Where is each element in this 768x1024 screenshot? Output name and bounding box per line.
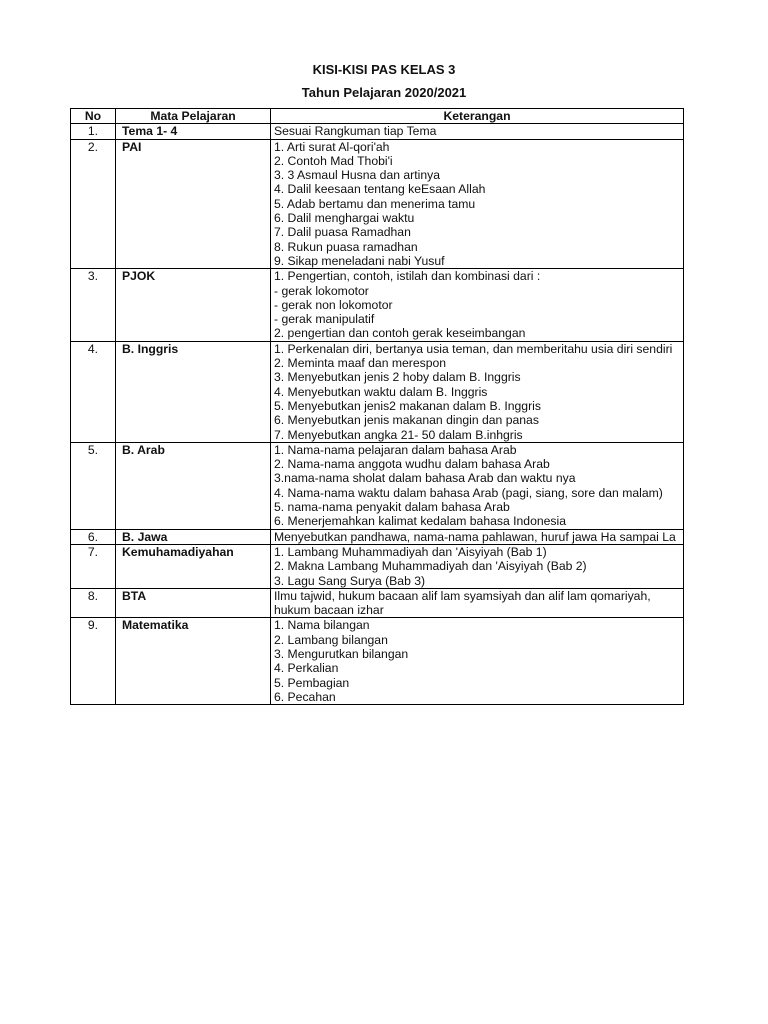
notes-cell [271, 544, 684, 588]
notes-line: 5. Menyebutkan jenis2 makanan dalam B. Inggris [274, 398, 541, 413]
row-number: 8. [71, 588, 116, 618]
table-row [71, 588, 684, 618]
notes-line: 1. Arti surat Al-qori'ah [274, 139, 390, 154]
row-number: 6. [71, 529, 116, 544]
subject-cell: B. Inggris [116, 341, 271, 442]
notes-cell [271, 442, 684, 529]
row-number: 4. [71, 341, 116, 442]
notes-line: Sesuai Rangkuman tiap Tema [274, 124, 437, 139]
subject-cell: BTA [116, 588, 271, 618]
notes-line: 1. Lambang Muhammadiyah dan 'Aisyiyah (Bab 1) [274, 544, 547, 559]
notes-line: Menyebutkan pandhawa, nama-nama pahlawan, huruf jawa Ha sampai La [274, 529, 676, 544]
table-row [71, 269, 684, 341]
notes-cell [271, 529, 684, 544]
table-body [71, 124, 684, 705]
notes-cell [271, 269, 684, 341]
notes-line: 7. Dalil puasa Ramadhan [274, 225, 411, 240]
table-row [71, 529, 684, 544]
notes-line: 8. Rukun puasa ramadhan [274, 239, 418, 254]
notes-cell [271, 139, 684, 269]
row-number: 1. [71, 124, 116, 139]
table-header-row [71, 109, 684, 124]
notes-line: 1. Nama-nama pelajaran dalam bahasa Arab [274, 442, 517, 457]
notes-line: 4. Dalil keesaan tentang keEsaan Allah [274, 182, 486, 197]
notes-line: 2. Contoh Mad Thobi'i [274, 153, 393, 168]
notes-cell [271, 124, 684, 139]
row-number: 7. [71, 544, 116, 588]
notes-line: 4. Menyebutkan waktu dalam B. Inggris [274, 384, 488, 399]
notes-cell [271, 618, 684, 705]
row-number: 3. [71, 269, 116, 341]
notes-line: 3. 3 Asmaul Husna dan artinya [274, 168, 440, 183]
notes-line: 5. Pembagian [274, 675, 350, 690]
notes-line: 4. Perkalian [274, 661, 339, 676]
notes-line: 5. nama-nama penyakit dalam bahasa Arab [274, 500, 510, 515]
notes-line: 3. Mengurutkan bilangan [274, 646, 409, 661]
notes-line: 7. Menyebutkan angka 21- 50 dalam B.inhgris [274, 427, 523, 442]
subject-cell: Tema 1- 4 [116, 124, 271, 139]
notes-line: 2. Meminta maaf dan merespon [274, 356, 447, 371]
notes-line: 6. Menerjemahkan kalimat kedalam bahasa Indonesia [274, 514, 566, 529]
notes-line: 3. Lagu Sang Surya (Bab 3) [274, 573, 426, 588]
table-row [71, 124, 684, 139]
notes-line: 1. Perkenalan diri, bertanya usia teman, dan memberitahu usia diri sendiri [274, 341, 673, 356]
header-no: No [71, 109, 116, 124]
subject-cell: PAI [116, 139, 271, 269]
notes-line: 2. Lambang bilangan [274, 632, 388, 647]
notes-line: 3.nama-nama sholat dalam bahasa Arab dan waktu nya [274, 471, 576, 486]
notes-line: 2. Nama-nama anggota wudhu dalam bahasa Arab [274, 457, 550, 472]
kisi-kisi-table [70, 108, 684, 705]
table-row [71, 139, 684, 269]
notes-line: 2. Makna Lambang Muhammadiyah dan 'Aisyiyah (Bab 2) [274, 559, 587, 574]
notes-line: 3. Menyebutkan jenis 2 hoby dalam B. Inggris [274, 370, 521, 385]
notes-line: 6. Dalil menghargai waktu [274, 211, 415, 226]
table-row [71, 618, 684, 705]
notes-line: Ilmu tajwid, hukum bacaan alif lam syamsiyah dan alif lam qomariyah, hukum bacaan izhar [274, 588, 651, 618]
subject-cell: Kemuhamadiyahan [116, 544, 271, 588]
header-subject: Mata Pelajaran [116, 109, 271, 124]
notes-line: 1. Nama bilangan [274, 618, 370, 633]
table-row [71, 442, 684, 529]
notes-line: 4. Nama-nama waktu dalam bahasa Arab (pagi, siang, sore dan malam) [274, 485, 663, 500]
notes-line: - gerak lokomotor [274, 283, 369, 298]
notes-line: 1. Pengertian, contoh, istilah dan kombinasi dari : [274, 269, 541, 284]
notes-line: 6. Menyebutkan jenis makanan dingin dan panas [274, 413, 539, 428]
document-title: KISI-KISI PAS KELAS 3 [312, 62, 456, 77]
table-row [71, 544, 684, 588]
subject-cell: Matematika [116, 618, 271, 705]
row-number: 9. [71, 618, 116, 705]
subject-cell: PJOK [116, 269, 271, 341]
notes-line: 6. Pecahan [274, 689, 336, 704]
table-row [71, 341, 684, 442]
notes-cell [271, 341, 684, 442]
notes-line: 9. Sikap meneladani nabi Yusuf [274, 253, 445, 268]
document-subtitle: Tahun Pelajaran 2020/2021 [301, 85, 467, 100]
row-number: 2. [71, 139, 116, 269]
subject-cell: B. Arab [116, 442, 271, 529]
notes-cell [271, 588, 684, 618]
notes-line: 5. Adab bertamu dan menerima tamu [274, 196, 476, 211]
notes-line: 2. pengertian dan contoh gerak keseimbangan [274, 326, 526, 341]
notes-line: - gerak non lokomotor [274, 297, 393, 312]
header-notes: Keterangan [271, 109, 684, 124]
row-number: 5. [71, 442, 116, 529]
subject-cell: B. Jawa [116, 529, 271, 544]
notes-line: - gerak manipulatif [274, 312, 375, 327]
